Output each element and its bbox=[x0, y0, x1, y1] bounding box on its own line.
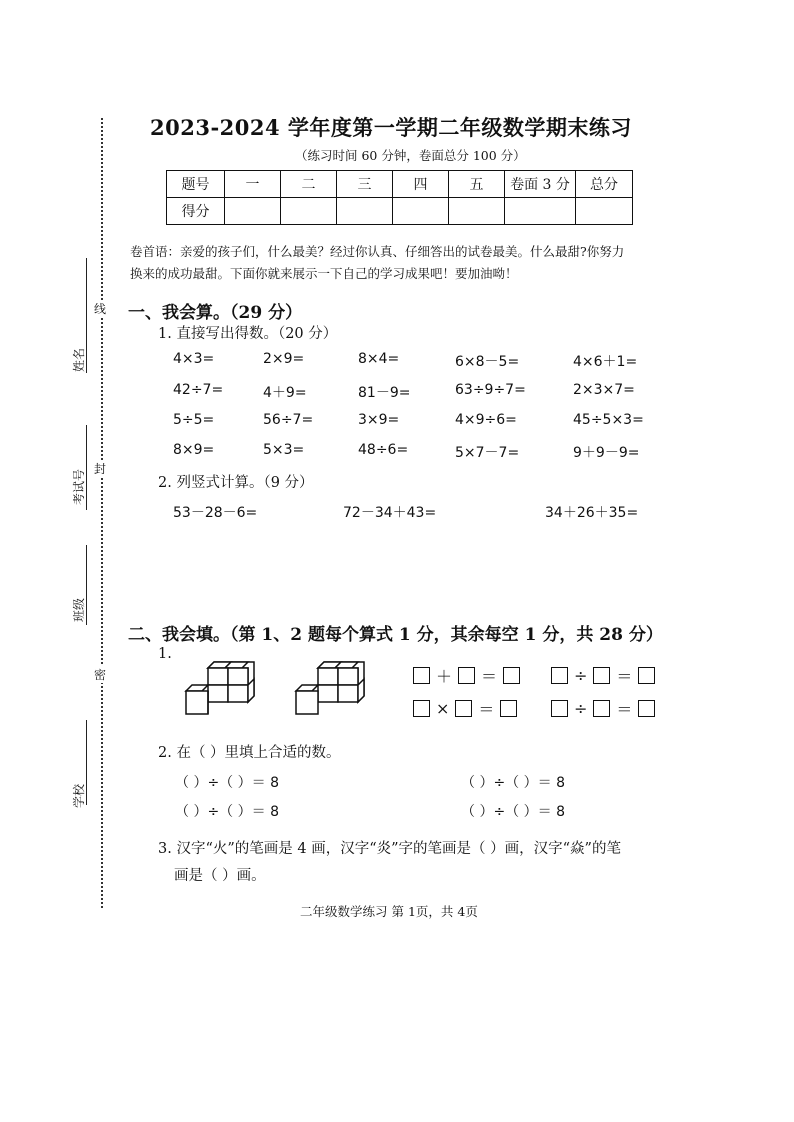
answer-box[interactable] bbox=[551, 667, 568, 684]
side-label-name: 姓名 bbox=[72, 347, 86, 372]
page-title: 2023-2024 学年度第一学期二年级数学期末练习 bbox=[150, 115, 632, 140]
fill-blank-equation: （ ）÷（ ）＝ 8 bbox=[461, 804, 565, 820]
calc-problem: 2×9= bbox=[263, 351, 305, 367]
score-table bbox=[166, 170, 633, 225]
calc-problem: 8×4= bbox=[358, 351, 400, 367]
calc-problem: 2×3×7= bbox=[573, 382, 635, 398]
side-label-class: 班级 bbox=[72, 597, 86, 622]
vertical-calc-problem: 53－28－6= bbox=[173, 505, 258, 521]
answer-box[interactable] bbox=[458, 667, 475, 684]
calc-problem: 4＋9= bbox=[263, 385, 307, 401]
calc-problem: 45÷5×3= bbox=[573, 412, 644, 428]
side-label-exam-number: 考试号 bbox=[72, 468, 86, 505]
operator-sign: ＋ bbox=[436, 667, 453, 686]
calc-problem: 3×9= bbox=[358, 412, 400, 428]
fill-blank-equation: （ ）÷（ ）＝ 8 bbox=[461, 775, 565, 791]
operator-sign: ÷ bbox=[574, 666, 588, 685]
calc-problem: 63÷9÷7= bbox=[455, 382, 526, 398]
answer-box[interactable] bbox=[551, 700, 568, 717]
box-equation-multiply bbox=[413, 697, 517, 720]
section1-title: 一、我会算。（29 分） bbox=[128, 303, 303, 323]
vertical-calc-problem: 72－34＋43= bbox=[343, 505, 437, 521]
equals-sign: ＝ bbox=[616, 700, 633, 719]
answer-box[interactable] bbox=[500, 700, 517, 717]
answer-box[interactable] bbox=[638, 700, 655, 717]
seal-char-xian: 线 bbox=[94, 302, 107, 316]
calc-problem: 6×8－5= bbox=[455, 354, 520, 370]
box-equation-divide-1 bbox=[551, 664, 655, 687]
seal-char-mi: 密 bbox=[94, 668, 107, 682]
score-header-cell: 题号 bbox=[167, 171, 225, 198]
score-header-cell: 五 bbox=[449, 171, 505, 198]
seal-char-feng: 封 bbox=[94, 462, 107, 476]
section2-q1-label: 1. bbox=[158, 646, 172, 662]
cube-stack-figure-1 bbox=[183, 660, 273, 718]
calc-problem: 5×7－7= bbox=[455, 445, 520, 461]
calc-problem: 42÷7= bbox=[173, 382, 224, 398]
section2-title: 二、我会填。（第 1、2 题每个算式 1 分，其余每空 1 分，共 28 分） bbox=[128, 625, 663, 645]
section1-q2-title: 2. 列竖式计算。（9 分） bbox=[158, 475, 314, 491]
equals-sign: ＝ bbox=[478, 700, 495, 719]
calc-problem: 4×6＋1= bbox=[573, 354, 638, 370]
answer-box[interactable] bbox=[413, 667, 430, 684]
box-equation-divide-2 bbox=[551, 697, 655, 720]
score-header-cell: 卷面 3 分 bbox=[505, 171, 576, 198]
answer-box[interactable] bbox=[455, 700, 472, 717]
operator-sign: × bbox=[436, 699, 450, 718]
score-header-cell: 四 bbox=[393, 171, 449, 198]
answer-box[interactable] bbox=[503, 667, 520, 684]
equals-sign: ＝ bbox=[616, 667, 633, 686]
answer-box[interactable] bbox=[413, 700, 430, 717]
score-blank-cell[interactable] bbox=[225, 198, 281, 225]
answer-box[interactable] bbox=[593, 700, 610, 717]
side-label-school: 学校 bbox=[72, 783, 86, 808]
page-footer: 二年级数学练习 第 1页，共 4页 bbox=[300, 904, 478, 919]
score-header-cell: 三 bbox=[337, 171, 393, 198]
page-subtitle: （练习时间 60 分钟，卷面总分 100 分） bbox=[295, 148, 526, 163]
intro-line-2: 换来的成功最甜。下面你就来展示一下自己的学习成果吧！要加油呦！ bbox=[130, 266, 518, 281]
vertical-calc-problem: 34＋26＋35= bbox=[545, 505, 639, 521]
score-blank-cell[interactable] bbox=[576, 198, 633, 225]
score-blank-cell[interactable] bbox=[337, 198, 393, 225]
score-header-cell: 总分 bbox=[576, 171, 633, 198]
intro-line-1: 卷首语：亲爱的孩子们，什么最美？经过你认真、仔细答出的试卷最美。什么最甜?你努力 bbox=[130, 244, 625, 259]
binding-dotted-line bbox=[101, 118, 103, 908]
score-blank-cell[interactable] bbox=[449, 198, 505, 225]
section2-q3-line-1: 3. 汉字“火”的笔画是 4 画，汉字“炎”字的笔画是（ ）画，汉字“焱”的笔 bbox=[158, 841, 621, 857]
section2-q3-line-2: 画是（ ）画。 bbox=[174, 868, 266, 884]
fill-blank-equation: （ ）÷（ ）＝ 8 bbox=[175, 804, 279, 820]
score-row-label: 得分 bbox=[167, 198, 225, 225]
calc-problem: 4×9÷6= bbox=[455, 412, 517, 428]
calc-problem: 5÷5= bbox=[173, 412, 215, 428]
score-header-cell: 一 bbox=[225, 171, 281, 198]
equals-sign: ＝ bbox=[481, 667, 498, 686]
score-blank-cell[interactable] bbox=[505, 198, 576, 225]
cube-stack-figure-2 bbox=[293, 660, 383, 718]
section2-q2-title: 2. 在（ ）里填上合适的数。 bbox=[158, 745, 341, 761]
calc-problem: 9＋9－9= bbox=[573, 445, 640, 461]
section1-q1-title: 1. 直接写出得数。（20 分） bbox=[158, 326, 338, 342]
calc-problem: 48÷6= bbox=[358, 442, 409, 458]
fill-blank-equation: （ ）÷（ ）＝ 8 bbox=[175, 775, 279, 791]
calc-problem: 5×3= bbox=[263, 442, 305, 458]
answer-box[interactable] bbox=[638, 667, 655, 684]
score-blank-cell[interactable] bbox=[281, 198, 337, 225]
box-equation-add bbox=[413, 664, 520, 687]
score-blank-cell[interactable] bbox=[393, 198, 449, 225]
calc-problem: 4×3= bbox=[173, 351, 215, 367]
calc-problem: 81－9= bbox=[358, 385, 411, 401]
operator-sign: ÷ bbox=[574, 699, 588, 718]
calc-problem: 8×9= bbox=[173, 442, 215, 458]
calc-problem: 56÷7= bbox=[263, 412, 314, 428]
score-header-cell: 二 bbox=[281, 171, 337, 198]
score-table-header-row bbox=[167, 171, 633, 198]
score-table-score-row bbox=[167, 198, 633, 225]
answer-box[interactable] bbox=[593, 667, 610, 684]
